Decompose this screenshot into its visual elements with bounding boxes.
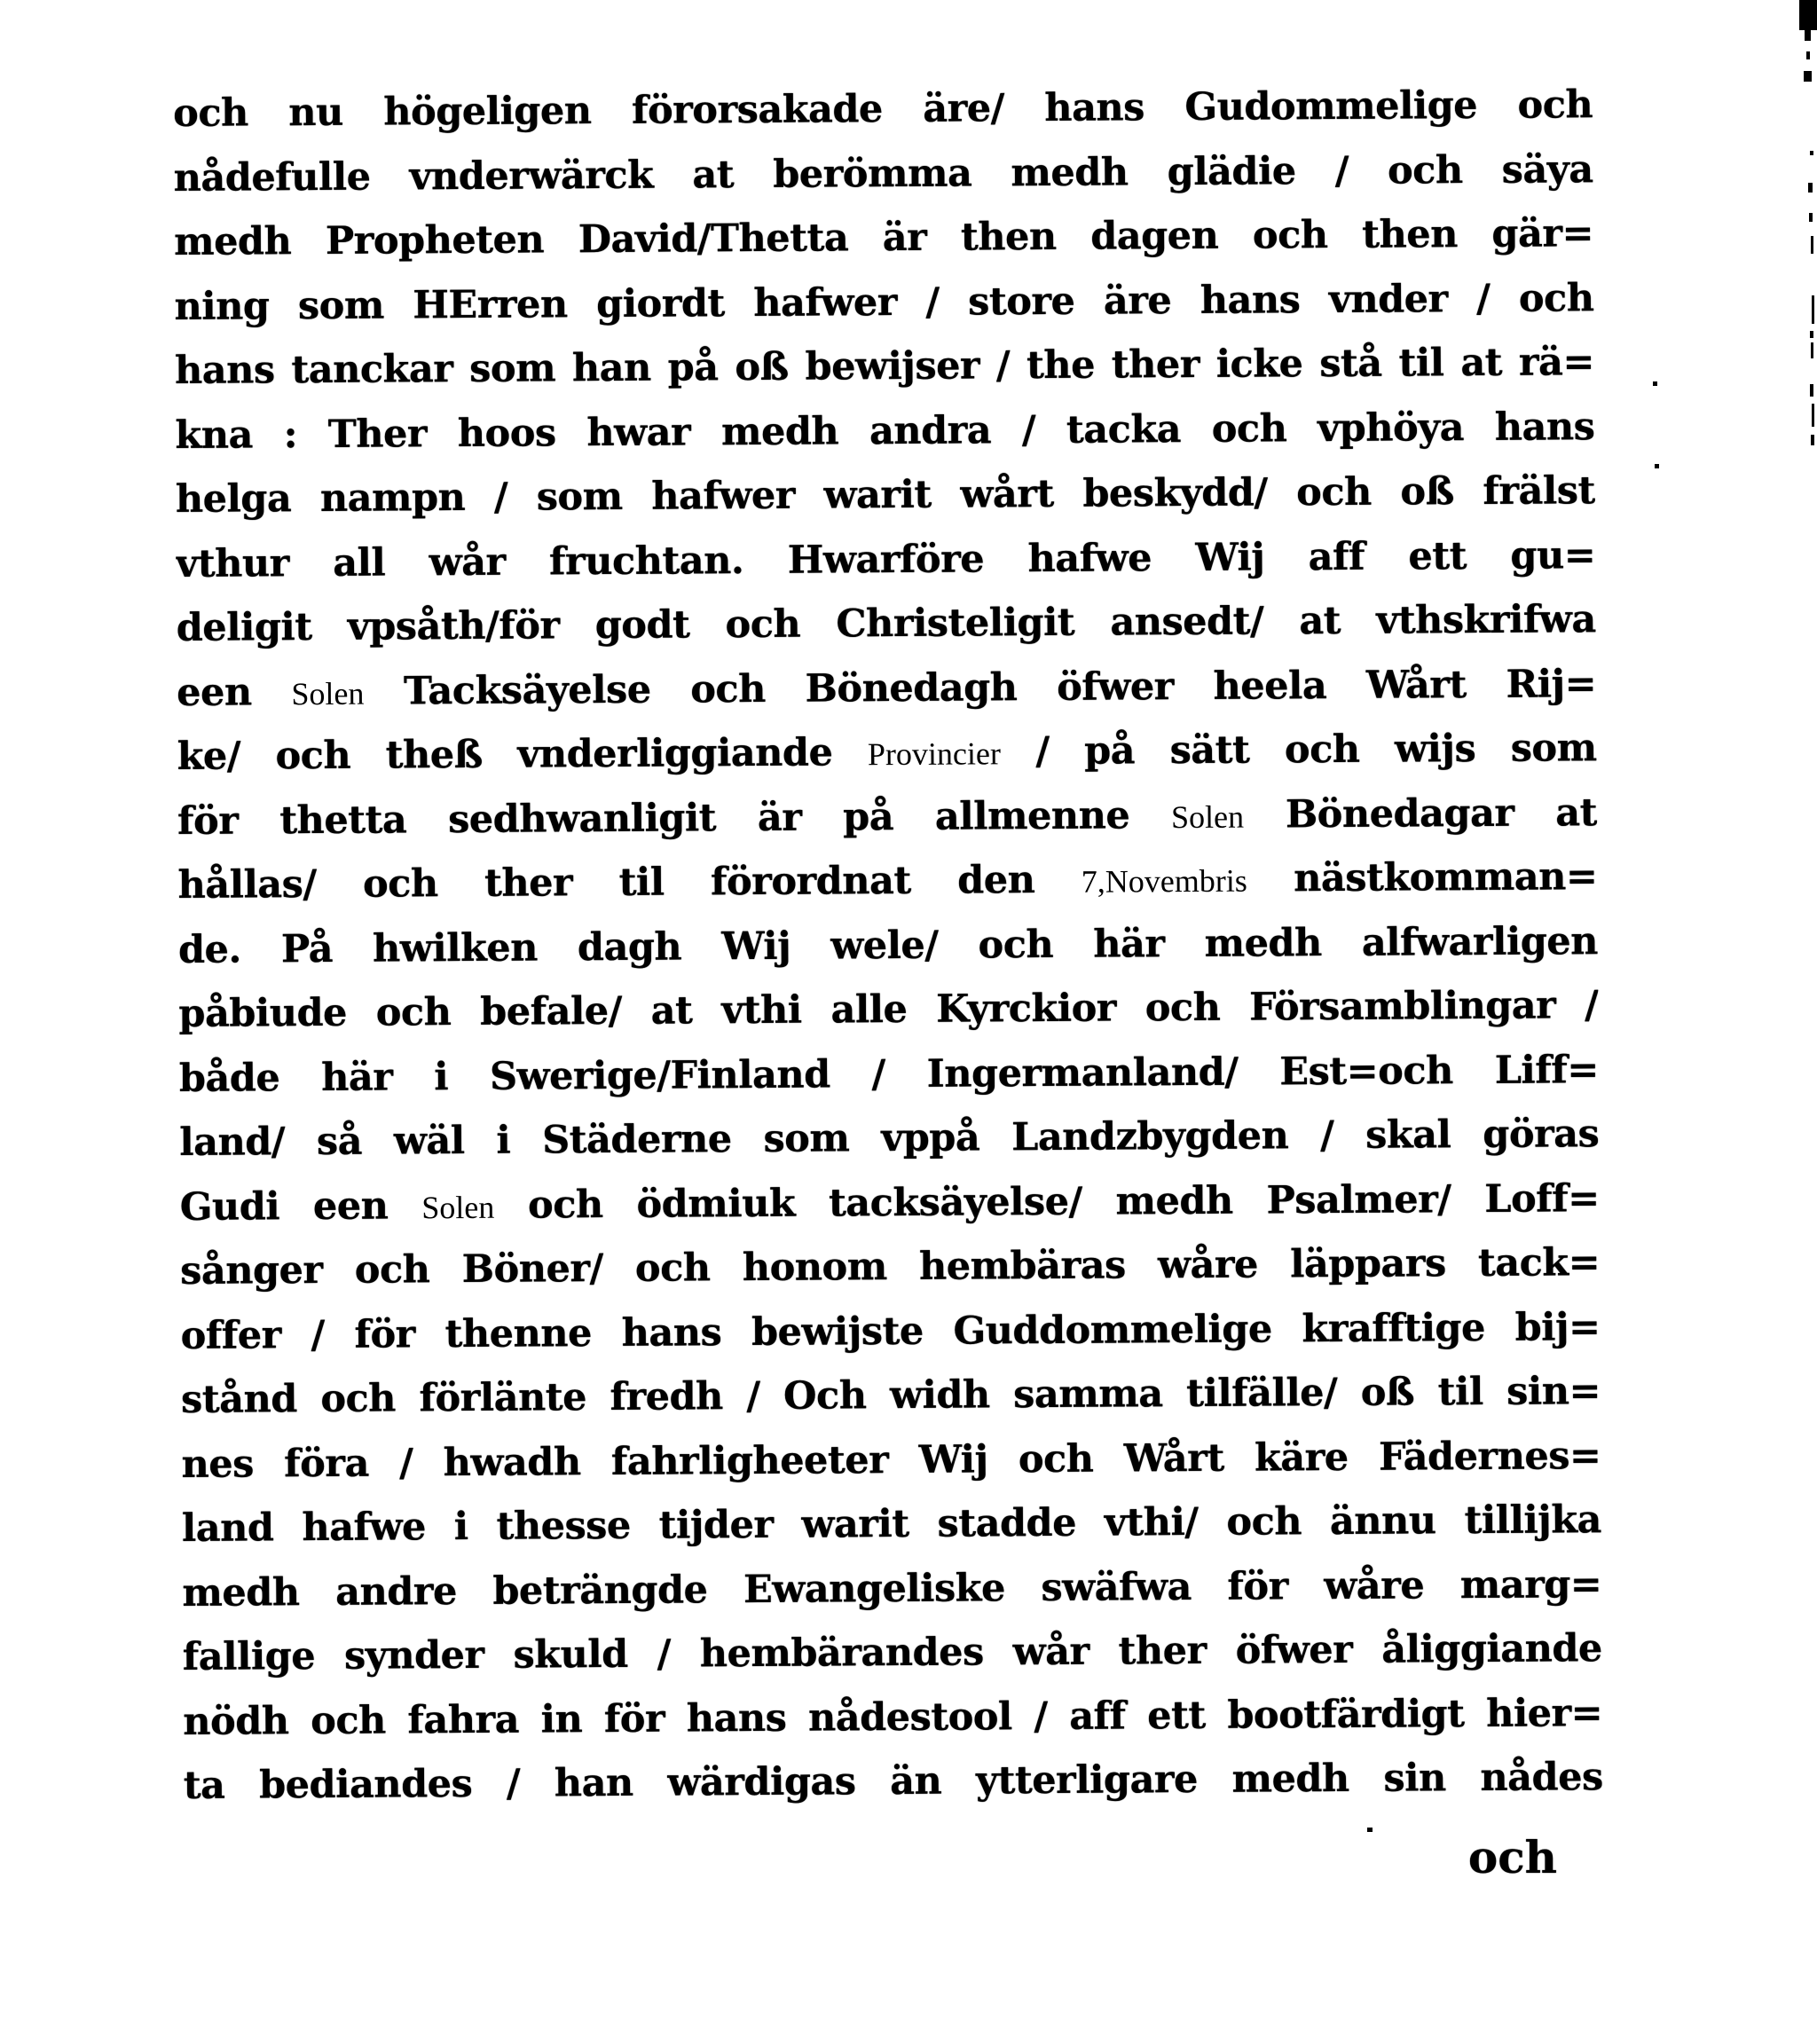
- fraktur-text: Tacksäyelse och Bönedagh öfwer heela Wårt Rij=: [364, 661, 1597, 714]
- text-line: [173, 138, 1593, 210]
- antiqua-word: Solen: [421, 1189, 495, 1225]
- fraktur-text: nästkomman=: [1247, 854, 1598, 901]
- fraktur-text: Bönedagar at: [1243, 790, 1598, 837]
- fraktur-text: fallige synder skuld / hembärandes wår ther öfwer åliggiande: [182, 1626, 1602, 1679]
- antiqua-word: Solen: [1170, 798, 1245, 835]
- fraktur-text: Gudi een: [179, 1183, 422, 1230]
- fraktur-text: land hafwe i thesse tijder warit stadde vthi/ och ännu tillijka: [181, 1498, 1602, 1551]
- ink-speck: [1805, 30, 1811, 41]
- text-line: [181, 1359, 1601, 1432]
- fraktur-text: och ödmiuk tacksäyelse/ medh Psalmer/ Loff=: [494, 1175, 1600, 1228]
- fraktur-text: hållas/ och ther til förordnat den: [177, 857, 1082, 908]
- text-line: [180, 1295, 1600, 1368]
- ink-speck: [1812, 404, 1814, 427]
- fraktur-text: ning som HErren giordt hafwer / store äre hans vnder / och: [174, 275, 1594, 329]
- ink-speck: [1810, 151, 1813, 155]
- text-line: [179, 1102, 1599, 1175]
- fraktur-text: helga nampn / som hafwer warit wårt beskydd/ och oß frälst: [175, 468, 1595, 522]
- catchword-text: och: [1467, 1831, 1557, 1883]
- antiqua-word: Provincier: [867, 735, 1002, 773]
- fraktur-text: medh Propheten David/Thetta är then dagen och then gär=: [173, 211, 1594, 264]
- fraktur-text: / på sätt och wijs som: [1000, 726, 1597, 774]
- ink-speck: [1806, 51, 1810, 59]
- text-line: [176, 459, 1595, 531]
- text-line: [178, 909, 1598, 982]
- text-line: [178, 973, 1598, 1046]
- text-line: [174, 266, 1593, 339]
- text-line: [179, 1038, 1599, 1111]
- fraktur-text: ta bediandes / han wärdigas än ytterligare medh sin nådes: [183, 1755, 1603, 1808]
- ink-speck: [1809, 213, 1813, 222]
- text-line: [181, 1424, 1601, 1497]
- fraktur-text: de. På hwilken dagh Wij wele/ och här medh alfwarligen: [177, 918, 1599, 972]
- fraktur-text: medh andre beträngde Ewangeliske swäfwa för wåre marg=: [182, 1561, 1602, 1616]
- ink-speck: [1808, 183, 1813, 193]
- fraktur-text: kna : Ther hoos hwar medh andra / tacka och vphöya hans: [175, 404, 1595, 458]
- fraktur-text: sånger och Böner/ och honom hembäras wåre läppars tack=: [180, 1240, 1601, 1293]
- text-line: [182, 1488, 1601, 1561]
- ink-speck: [1810, 331, 1813, 338]
- ink-speck: [1811, 435, 1814, 445]
- fraktur-text: deligit vpsåth/för godt och Christeligit ansedt/ at vthskrifwa: [176, 597, 1596, 650]
- ink-speck: [1812, 295, 1814, 324]
- text-line: [175, 395, 1594, 468]
- fraktur-text: både här i Swerige/Finland / Ingermanland/ Est=och Liff=: [178, 1047, 1599, 1101]
- catchword: [173, 1826, 1557, 1890]
- text-line: [177, 652, 1596, 725]
- text-line: [177, 587, 1596, 660]
- ink-speck: [1367, 1828, 1373, 1832]
- ink-speck: [1653, 381, 1657, 386]
- text-line: [183, 1681, 1602, 1754]
- ink-speck: [1810, 384, 1813, 397]
- fraktur-text: vthur all wår fruchtan. Hwarföre hafwe Wij aff ett gu=: [176, 532, 1596, 586]
- fraktur-text: nes föra / hwadh fahrligheeter Wij och Wårt käre Fädernes=: [181, 1433, 1601, 1487]
- fraktur-text: nådefulle vnderwärck at berömma medh glädie / och säya: [173, 146, 1593, 200]
- fraktur-text: een: [177, 669, 292, 715]
- fraktur-text: och nu högeligen förorsakade äre/ hans Gudommelige och: [173, 83, 1593, 136]
- ink-speck: [1799, 0, 1817, 30]
- antiqua-word: 7,Novembris: [1081, 862, 1247, 900]
- text-line: [180, 1230, 1600, 1303]
- ink-speck: [1655, 464, 1659, 468]
- text-line: [177, 716, 1596, 789]
- fraktur-text: offer / för thenne hans bewijste Guddommelige krafftige bij=: [180, 1304, 1601, 1358]
- fraktur-text: nödh och fahra in för hans nådestool / aff ett bootfärdigt hier=: [183, 1690, 1603, 1744]
- fraktur-text: hans tanckar som han på oß bewijser / the ther icke stå til at rä=: [174, 340, 1595, 393]
- text-line: [177, 781, 1597, 853]
- fraktur-text: påbiude och befale/ at vthi alle Kyrckior och Församblingar /: [178, 983, 1599, 1036]
- text-line: [177, 845, 1597, 917]
- text-line: [175, 330, 1594, 403]
- ink-speck: [1804, 71, 1812, 82]
- antiqua-word: Solen: [291, 675, 365, 711]
- text-block: [173, 73, 1603, 1818]
- text-line: [184, 1745, 1603, 1818]
- text-line: [180, 1167, 1600, 1239]
- fraktur-text: land/ så wäl i Städerne som vppå Landzbygden / skal göras: [179, 1112, 1600, 1165]
- fraktur-text: stånd och förlänte fredh / Och widh samma tilfälle/ oß til sin=: [180, 1369, 1601, 1422]
- text-line: [176, 523, 1595, 596]
- text-line: [182, 1553, 1601, 1625]
- fraktur-text: för thetta sedhwanligit är på allmenne: [177, 792, 1172, 844]
- text-line: [174, 201, 1593, 274]
- ink-speck: [1811, 236, 1813, 254]
- ink-speck: [1811, 342, 1813, 358]
- fraktur-text: ke/ och theß vnderliggiande: [177, 730, 869, 779]
- text-line: [173, 73, 1593, 145]
- text-line: [183, 1616, 1602, 1689]
